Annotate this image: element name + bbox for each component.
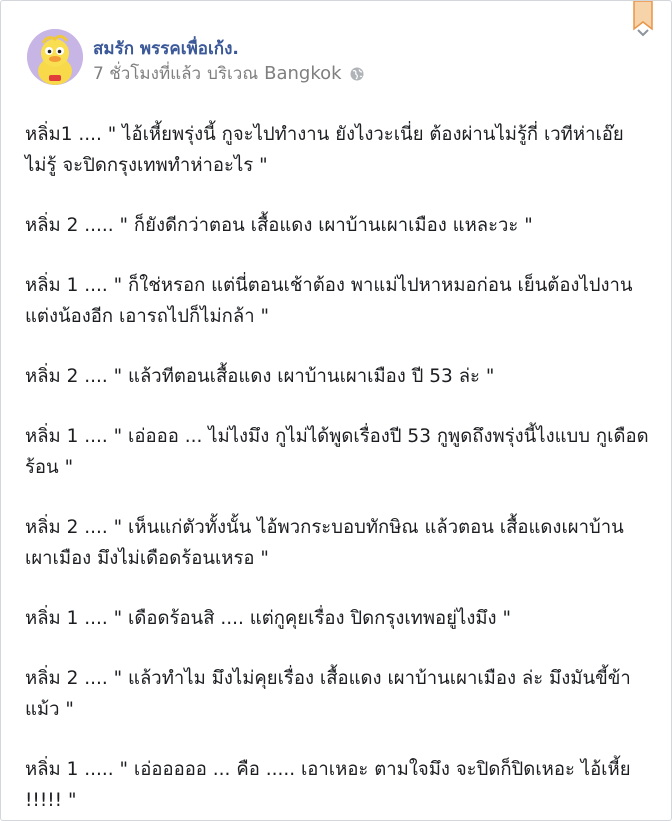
post-location[interactable]: Bangkok <box>264 63 342 84</box>
post-time[interactable]: 7 ชั่วโมงที่แล้ว <box>93 64 202 84</box>
post-paragraph: หลิ่ม 2 .... " เห็นแก่ตัวทั้งนั้น ไอ้พวกระบอบทักษิณ แล้วตอน เสื้อแดงเผาบ้านเผาเมือง มึงไม่เดือดร้อนเหรอ " <box>25 517 624 569</box>
post-paragraph: หลิ่ม 2 .... " แล้วทำไม มึงไม่คุยเรื่อง เสื้อแดง เผาบ้านเผาเมือง ล่ะ มึงมันขี้ข้าแม้ว " <box>25 668 631 720</box>
post-paragraph: หลิ่ม 1 .... " เอ่อออ ... ไม่ไงมึง กูไม่ได้พูดเรื่องปี 53 กูพูดถึงพรุ่งนี้ไงแบบ กูเดือดร้อน " <box>25 426 649 478</box>
avatar[interactable] <box>27 29 83 85</box>
location-prefix: บริเวณ <box>207 64 259 84</box>
duck-avatar-image <box>27 29 83 85</box>
globe-icon[interactable] <box>350 67 364 81</box>
post-paragraph: หลิ่ม 1 ..... " เอ่อออออ ... คือ ..... เอาเหอะ ตามใจมึง จะปิดก็ปิดเหอะ ไอ้เหี้ย !!!!! " <box>25 759 631 811</box>
post-paragraph: หลิ่ม 1 .... " เดือดร้อนสิ .... แต่กูคุยเรื่อง ปิดกรุงเทพอยู่ไงมึง " <box>25 608 511 629</box>
post-paragraph: หลิ่ม 2 ..... " ก็ยังดีกว่าตอน เสื้อแดง เผาบ้านเผาเมือง แหละวะ " <box>25 215 533 236</box>
post-header <box>27 29 627 85</box>
post-paragraph: หลิ่ม1 .... " ไอ้เหี้ยพรุ่งนี้ กูจะไปทำงาน ยังไงวะเนี่ย ต้องผ่านไม่รู้กี่ เวทีห่าเอ๊ย ไม่รู้ จะปิดกรุงเทพทำห่าอะไร " <box>25 124 624 176</box>
post-meta <box>93 60 364 87</box>
post-paragraph: หลิ่ม 1 .... " ก็ใช่หรอก แต่นี่ตอนเช้าต้อง พาแม่ไปหาหมอก่อน เย็นต้องไปงานแต่งน้องอีก เอารถไปก็ไม่กล้า " <box>25 275 633 327</box>
post-text <box>25 119 649 821</box>
author-name[interactable]: สมรัก พรรคเพื่อเก้ง. <box>93 39 239 59</box>
bookmark-icon[interactable] <box>633 1 653 31</box>
chevron-down-icon[interactable] <box>636 28 650 38</box>
post-paragraph: หลิ่ม 2 .... " แล้วทีตอนเสื้อแดง เผาบ้านเผาเมือง ปี 53 ล่ะ " <box>25 366 495 387</box>
